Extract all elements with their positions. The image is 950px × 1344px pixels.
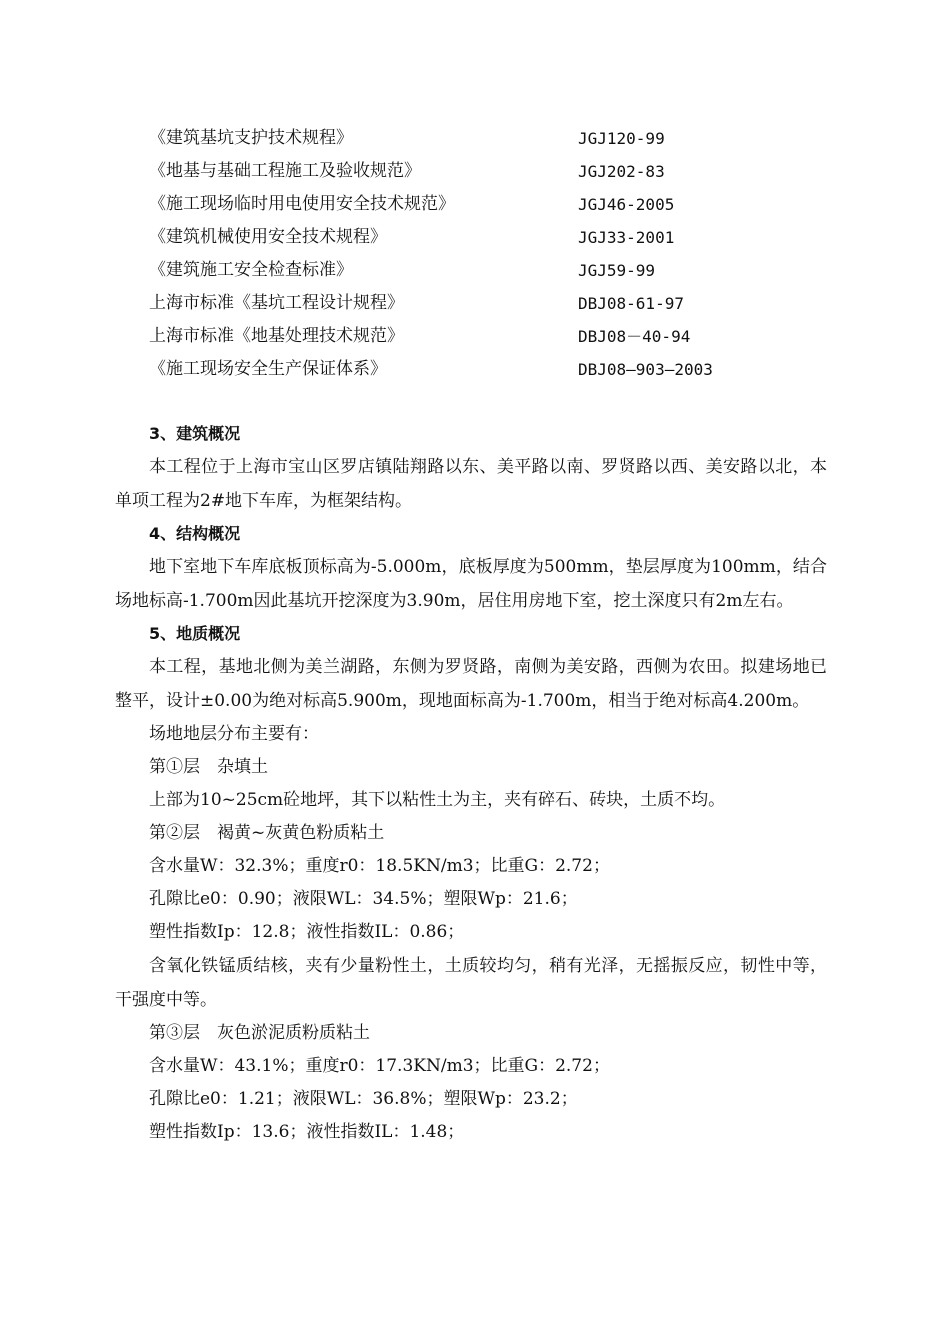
section-heading: 5、地质概况 [149, 624, 241, 643]
layer-title: 第③层 灰色淤泥质粉质粘土 [149, 1023, 370, 1043]
standard-row [115, 353, 835, 386]
standard-code: JGJ59-99 [578, 261, 656, 280]
text-line: 孔隙比e0：1.21；液限WL：36.8%；塑限Wp：23.2； [149, 1089, 578, 1109]
standard-title: 上海市标准《基坑工程设计规程》 [149, 293, 404, 313]
standard-title: 上海市标准《地基处理技术规范》 [149, 326, 404, 346]
text-line: 场地地层分布主要有： [149, 724, 319, 744]
standard-code: JGJ46-2005 [578, 195, 675, 214]
standard-title: 《建筑施工安全检查标准》 [149, 260, 353, 280]
standard-title: 《建筑基坑支护技术规程》 [149, 128, 353, 148]
section-paragraph: 本工程位于上海市宝山区罗店镇陆翔路以东、美平路以南、罗贤路以西、美安路以北，本单项工程为2#地下车库，为框架结构。 [115, 457, 827, 511]
text-line: 上部为10~25cm砼地坪，其下以粘性土为主，夹有碎石、砖块，土质不均。 [149, 790, 726, 810]
standard-row [115, 188, 835, 221]
section-paragraph: 本工程，基地北侧为美兰湖路，东侧为罗贤路，南侧为美安路，西侧为农田。拟建场地已整平，设计±0.00为绝对标高5.900m，现地面标高为-1.700m，相当于绝对标高4.200m。 [115, 657, 827, 711]
section-paragraph: 地下室地下车库底板顶标高为-5.000m，底板厚度为500mm，垫层厚度为100mm，结合场地标高-1.700m因此基坑开挖深度为3.90m，居住用房地下室，挖土深度只有2m左右。 [115, 557, 827, 611]
standard-row [115, 287, 835, 320]
text-line: 孔隙比e0：0.90；液限WL：34.5%；塑限Wp：21.6； [149, 889, 578, 909]
layer-title: 第②层 褐黄~灰黄色粉质粘土 [149, 823, 385, 843]
text-line: 含水量W：32.3%；重度r0：18.5KN/m3；比重G：2.72； [149, 856, 610, 876]
section-heading: 4、结构概况 [149, 524, 241, 543]
standard-title: 《施工现场安全生产保证体系》 [149, 359, 387, 379]
standard-row [115, 122, 835, 155]
text-line: 塑性指数Ip：12.8；液性指数IL：0.86； [149, 922, 465, 942]
standard-row [115, 155, 835, 188]
standard-title: 《建筑机械使用安全技术规程》 [149, 227, 387, 247]
standard-row [115, 254, 835, 287]
standard-title: 《地基与基础工程施工及验收规范》 [149, 161, 421, 181]
text-line: 含水量W：43.1%；重度r0：17.3KN/m3；比重G：2.72； [149, 1056, 610, 1076]
standard-code: DBJ08－40-94 [578, 327, 691, 346]
standard-code: DBJ08—903—2003 [578, 360, 713, 379]
standard-row [115, 320, 835, 353]
standards-list [115, 122, 835, 386]
layer-title: 第①层 杂填土 [149, 757, 268, 777]
section-paragraph: 含氧化铁锰质结核，夹有少量粉性土，土质较均匀，稍有光泽，无摇振反应，韧性中等，干强度中等。 [115, 956, 827, 1010]
standard-row [115, 221, 835, 254]
document-body [115, 418, 827, 1149]
standard-title: 《施工现场临时用电使用安全技术规范》 [149, 194, 455, 214]
standard-code: JGJ202-83 [578, 162, 665, 181]
section-heading: 3、建筑概况 [149, 424, 241, 443]
standard-code: JGJ120-99 [578, 129, 665, 148]
standard-code: DBJ08-61-97 [578, 294, 684, 313]
standard-code: JGJ33-2001 [578, 228, 675, 247]
text-line: 塑性指数Ip：13.6；液性指数IL：1.48； [149, 1122, 465, 1142]
